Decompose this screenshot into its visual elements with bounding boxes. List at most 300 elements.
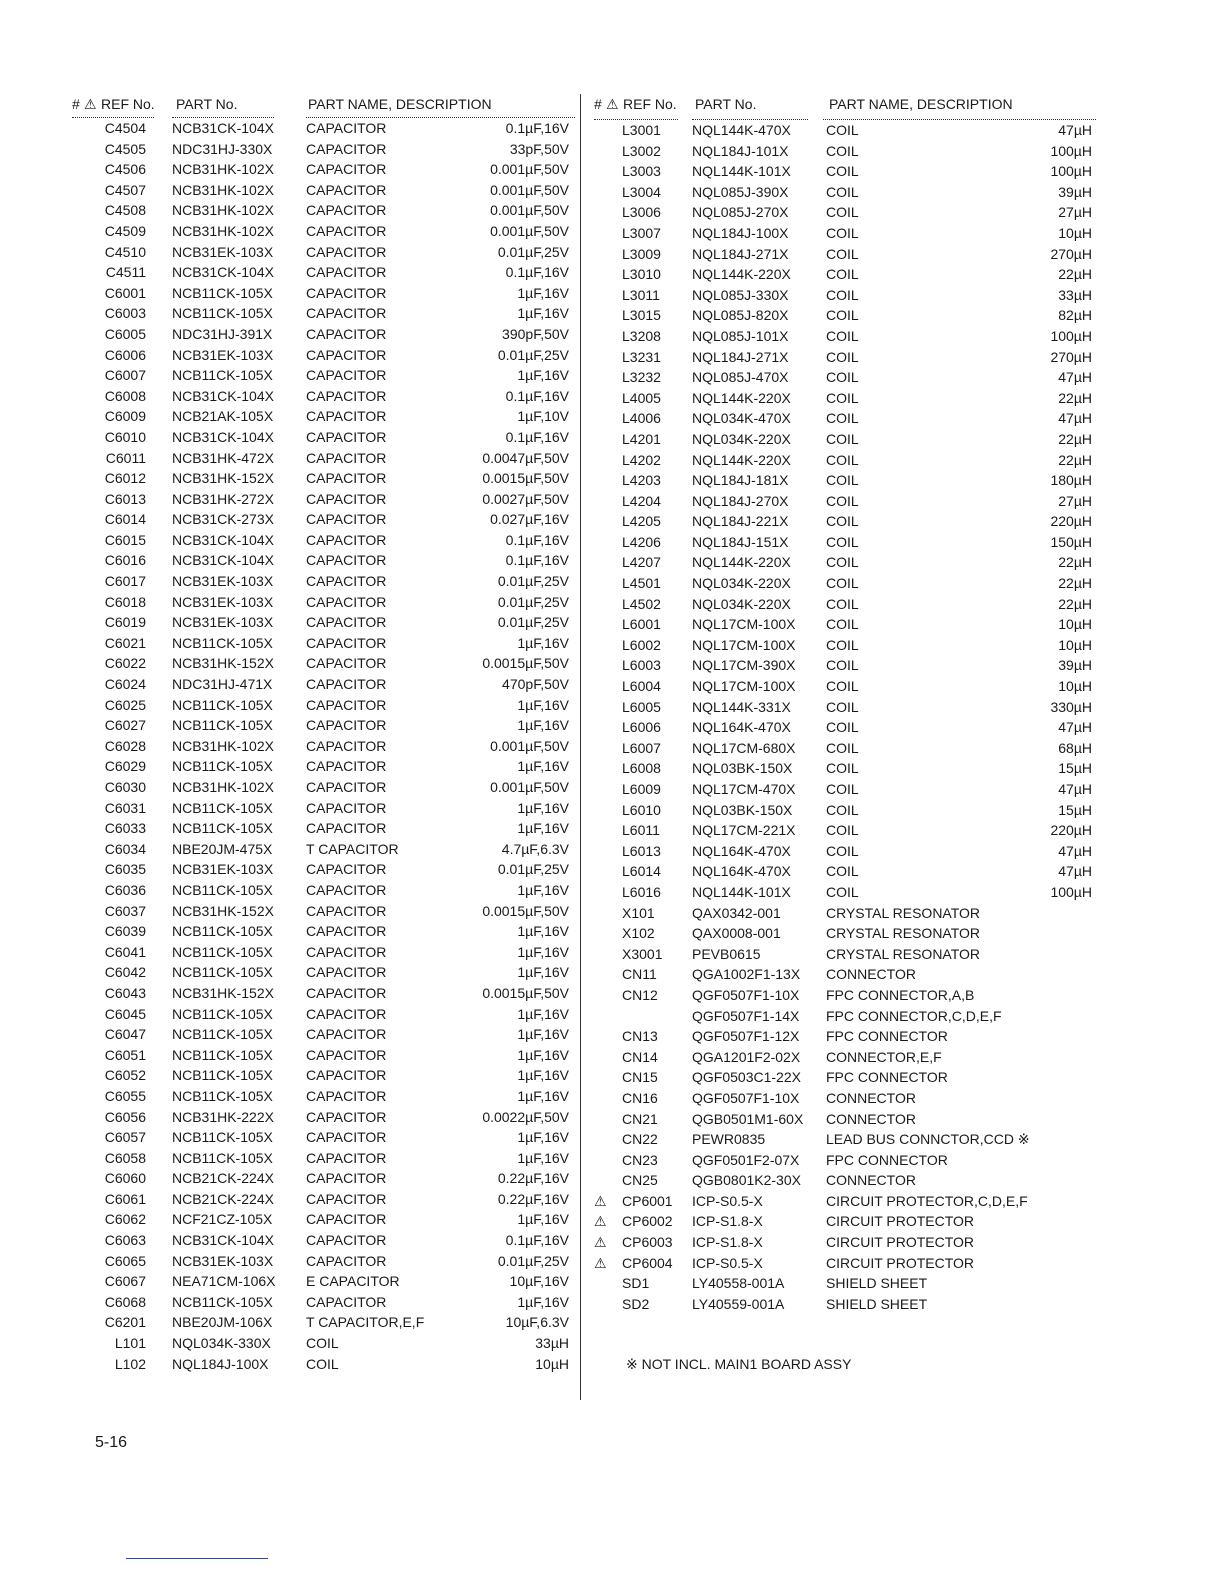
ref-no: SD1 <box>622 1275 650 1292</box>
warning-icon: ⚠ <box>594 1234 607 1251</box>
part-name: COIL <box>826 801 859 818</box>
ref-no: CN15 <box>622 1069 658 1086</box>
part-no: NQL085J-330X <box>692 286 789 303</box>
table-row <box>594 1006 1098 1027</box>
ref-no: L3015 <box>622 307 661 324</box>
table-row <box>72 859 575 880</box>
ref-no: L6011 <box>622 822 660 839</box>
page-number: 5-16 <box>95 1434 128 1451</box>
part-no: NQL034K-470X <box>692 410 791 427</box>
part-name: CAPACITOR <box>306 305 387 322</box>
part-no: NCB11CK-105X <box>172 1046 273 1063</box>
ref-no: L3010 <box>622 266 661 283</box>
table-row <box>72 324 575 345</box>
table-row <box>72 1251 575 1272</box>
part-name: COIL <box>826 657 859 674</box>
ref-no: C6015 <box>104 531 146 548</box>
part-no: ICP-S1.8-X <box>692 1213 763 1230</box>
part-value: 1µF,16V <box>517 284 569 301</box>
table-row <box>594 1273 1098 1294</box>
ref-no: L4005 <box>622 389 661 406</box>
part-no: NCB31EK-103X <box>172 1252 274 1269</box>
part-name: CAPACITOR <box>306 655 387 672</box>
part-name: FPC CONNECTOR,C,D,E,F <box>826 1007 1002 1024</box>
part-name: CAPACITOR <box>306 964 387 981</box>
part-no: NCF21CZ-105X <box>172 1211 273 1228</box>
part-no: NQL17CM-100X <box>692 636 796 653</box>
ref-no-header: REF No. <box>623 96 677 112</box>
ref-no: C6043 <box>104 984 146 1001</box>
part-value: 22µH <box>1058 595 1092 612</box>
ref-no: L4201 <box>622 430 661 447</box>
ref-no: L3009 <box>622 245 661 262</box>
right-parts-column <box>594 94 1098 1312</box>
part-name: CAPACITOR <box>306 408 387 425</box>
part-value: 22µH <box>1058 554 1092 571</box>
ref-no: CP6002 <box>622 1213 673 1230</box>
table-row <box>72 983 575 1004</box>
part-no: NQL184J-271X <box>692 348 789 365</box>
ref-no: C6056 <box>104 1108 146 1125</box>
part-name: CAPACITOR <box>306 1170 387 1187</box>
table-row <box>72 427 575 448</box>
table-row <box>594 450 1098 471</box>
ref-no: CP6003 <box>622 1234 673 1251</box>
ref-no: L4006 <box>622 410 661 427</box>
ref-no: L4202 <box>622 451 661 468</box>
part-no: NCB11CK-105X <box>172 1129 273 1146</box>
part-no: NCB31HK-102X <box>172 161 274 178</box>
part-name: CAPACITOR <box>306 1211 387 1228</box>
part-no: NDC31HJ-471X <box>172 676 273 693</box>
ref-no: C6012 <box>104 470 146 487</box>
part-name: CIRCUIT PROTECTOR <box>826 1234 975 1251</box>
part-no: NCB21AK-105X <box>172 408 274 425</box>
part-no: NCB31CK-273X <box>172 511 274 528</box>
part-value: 47µH <box>1058 369 1092 386</box>
part-value: 1µF,16V <box>517 305 569 322</box>
part-name: CRYSTAL RESONATOR <box>826 904 981 921</box>
part-no: NCB31HK-102X <box>172 181 274 198</box>
part-value: 33pF,50V <box>509 140 569 157</box>
part-value: 1µF,16V <box>517 1005 569 1022</box>
part-value: 27µH <box>1058 204 1092 221</box>
part-value: 270µH <box>1050 348 1092 365</box>
part-name: CAPACITOR <box>306 264 387 281</box>
part-value: 1µF,16V <box>517 881 569 898</box>
table-row <box>72 386 575 407</box>
part-name: CAPACITOR <box>306 140 387 157</box>
part-value: 1µF,16V <box>517 820 569 837</box>
part-no: NQL144K-470X <box>692 122 791 138</box>
table-row <box>594 1191 1098 1212</box>
part-value: 330µH <box>1050 698 1092 715</box>
ref-no: C6005 <box>104 325 146 342</box>
part-no: NCB31EK-103X <box>172 861 274 878</box>
table-row <box>72 1065 575 1086</box>
ref-no: C6011 <box>105 449 146 466</box>
part-no: NQL17CM-221X <box>692 822 796 839</box>
ref-no: L6004 <box>622 678 661 695</box>
part-name: COIL <box>306 1355 339 1372</box>
part-name: COIL <box>826 224 859 241</box>
table-row <box>594 1170 1098 1191</box>
part-name: CAPACITOR <box>306 1149 387 1166</box>
ref-no: C6051 <box>104 1046 146 1063</box>
part-name: CAPACITOR <box>306 1067 387 1084</box>
table-row <box>72 1230 575 1251</box>
table-row <box>72 365 575 386</box>
part-no: NQL184J-181X <box>692 472 789 489</box>
part-value: 47µH <box>1058 719 1092 736</box>
ref-no: L4502 <box>622 595 661 612</box>
table-row <box>594 882 1098 903</box>
table-row <box>72 1127 575 1148</box>
part-no: NCB11CK-105X <box>172 1067 273 1084</box>
part-name: CAPACITOR <box>306 737 387 754</box>
part-value: 10µF,16V <box>509 1273 569 1290</box>
ref-no: L3001 <box>622 122 661 138</box>
part-name: COIL <box>826 286 859 303</box>
table-row <box>594 738 1098 759</box>
part-no: NCB31CK-104X <box>172 264 274 281</box>
part-name: CAPACITOR <box>306 758 387 775</box>
part-value: 33µH <box>535 1335 569 1352</box>
table-row <box>594 388 1098 409</box>
part-no: NCB31CK-104X <box>172 387 274 404</box>
footnote: ※ NOT INCL. MAIN1 BOARD ASSY <box>626 1356 852 1372</box>
part-value: 0.01µF,25V <box>497 573 569 590</box>
table-row <box>594 141 1098 162</box>
part-no: NQL144K-220X <box>692 451 791 468</box>
part-value: 0.001µF,50V <box>490 161 569 178</box>
ref-no: C6030 <box>104 779 146 795</box>
ref-no: L6014 <box>622 863 661 880</box>
ref-no: L4207 <box>622 554 661 571</box>
ref-no: C6068 <box>104 1293 146 1310</box>
table-row <box>594 429 1098 450</box>
part-value: 1µF,16V <box>517 758 569 775</box>
left-parts-column <box>72 94 575 1374</box>
part-no: NCB11CK-105X <box>172 964 273 981</box>
table-row <box>594 264 1098 285</box>
table-row <box>594 161 1098 182</box>
part-name: COIL <box>826 863 859 880</box>
table-row <box>72 715 575 736</box>
table-row <box>72 1271 575 1292</box>
ref-no: L4205 <box>622 513 661 530</box>
part-no: NCB11CK-105X <box>172 284 273 301</box>
ref-no-header: REF No. <box>101 96 155 112</box>
part-name: CAPACITOR <box>306 1108 387 1125</box>
ref-no: CN22 <box>622 1131 658 1148</box>
part-value: 1µF,16V <box>517 1129 569 1146</box>
table-row <box>594 779 1098 800</box>
ref-no: C6035 <box>104 861 146 878</box>
table-row <box>72 180 575 201</box>
ref-no: C6009 <box>104 408 146 425</box>
part-name: COIL <box>826 698 859 715</box>
part-name: CAPACITOR <box>306 202 387 219</box>
ref-no: CN16 <box>622 1089 658 1106</box>
table-row <box>72 1333 575 1354</box>
part-name: CAPACITOR <box>306 346 387 363</box>
part-value: 10µF,6.3V <box>505 1314 569 1331</box>
part-value: 0.1µF,16V <box>505 387 569 404</box>
part-value: 22µH <box>1058 266 1092 283</box>
ref-no: CN25 <box>622 1172 658 1189</box>
part-no: NQL184J-101X <box>692 142 789 159</box>
part-name: CAPACITOR <box>306 1232 387 1249</box>
part-no: NCB11CK-105X <box>172 923 273 940</box>
part-name: T CAPACITOR,E,F <box>306 1314 425 1331</box>
part-value: 100µH <box>1050 163 1092 180</box>
part-no: NCB31EK-103X <box>172 346 274 363</box>
part-value: 470pF,50V <box>502 676 569 693</box>
part-name: CAPACITOR <box>306 799 387 816</box>
part-name: SHIELD SHEET <box>826 1275 928 1292</box>
part-no: NCB11CK-105X <box>172 1293 273 1310</box>
table-row <box>72 1086 575 1107</box>
part-no: NCB31HK-472X <box>172 449 274 466</box>
part-value: 390pF,50V <box>502 325 569 342</box>
ref-no: C6042 <box>104 964 146 981</box>
table-row <box>594 491 1098 512</box>
part-name: COIL <box>826 183 859 200</box>
part-no: NCB11CK-105X <box>172 1026 273 1043</box>
part-value: 1µF,16V <box>517 1026 569 1043</box>
part-name: CAPACITOR <box>306 1046 387 1063</box>
ref-no: C6001 <box>104 284 146 301</box>
part-no: NCB11CK-105X <box>172 634 273 651</box>
ref-no: C6045 <box>104 1005 146 1022</box>
part-name: COIL <box>826 122 859 138</box>
hash-header: # <box>72 96 80 112</box>
part-no: NDC31HJ-391X <box>172 325 273 342</box>
bottom-rule <box>126 1558 268 1559</box>
part-no: NQL03BK-150X <box>692 801 793 818</box>
part-name: CAPACITOR <box>306 325 387 342</box>
part-name: COIL <box>826 307 859 324</box>
part-name: CAPACITOR <box>306 676 387 693</box>
part-value: 10µH <box>1058 224 1092 241</box>
ref-no: C6003 <box>104 305 146 322</box>
part-value: 82µH <box>1058 307 1092 324</box>
part-value: 0.0015µF,50V <box>482 984 569 1001</box>
part-name: CAPACITOR <box>306 943 387 960</box>
table-row <box>594 285 1098 306</box>
part-no: PEVB0615 <box>692 945 761 962</box>
part-value: 100µH <box>1050 327 1092 344</box>
part-no: NCB11CK-105X <box>172 1149 273 1166</box>
table-row <box>72 880 575 901</box>
part-no: NBE20JM-106X <box>172 1314 273 1331</box>
table-row <box>594 635 1098 656</box>
table-row <box>72 756 575 777</box>
part-name: CAPACITOR <box>306 428 387 445</box>
part-name-header: PART NAME, DESCRIPTION <box>308 96 492 112</box>
part-name: COIL <box>826 163 859 180</box>
right-table-header <box>594 94 1098 118</box>
table-row <box>594 532 1098 553</box>
part-name: CRYSTAL RESONATOR <box>826 945 981 962</box>
part-name: CONNECTOR,E,F <box>826 1048 942 1065</box>
part-name: CAPACITOR <box>306 1293 387 1310</box>
ref-no: C6039 <box>104 923 146 940</box>
part-name: CRYSTAL RESONATOR <box>826 925 981 942</box>
part-name: CAPACITOR <box>306 1026 387 1043</box>
table-row <box>72 1107 575 1128</box>
ref-no: C6052 <box>104 1067 146 1084</box>
ref-no: C6033 <box>104 820 146 837</box>
table-row <box>72 139 575 160</box>
part-name: CAPACITOR <box>306 820 387 837</box>
table-row <box>72 942 575 963</box>
part-no: NCB31CK-104X <box>172 428 274 445</box>
table-row <box>72 777 575 798</box>
ref-no: C4511 <box>105 264 146 281</box>
part-name: CONNECTOR <box>826 966 916 983</box>
table-row <box>594 841 1098 862</box>
table-row <box>72 1148 575 1169</box>
part-value: 150µH <box>1050 533 1092 550</box>
ref-no: L4203 <box>622 472 661 489</box>
part-no: NQL17CM-680X <box>692 739 796 756</box>
warning-icon: ⚠ <box>594 1254 607 1271</box>
part-value: 100µH <box>1050 142 1092 159</box>
ref-no: CN14 <box>622 1048 658 1065</box>
table-row <box>72 592 575 613</box>
table-row <box>72 200 575 221</box>
table-row <box>594 1294 1098 1315</box>
table-row <box>594 1067 1098 1088</box>
part-value: 0.0027µF,50V <box>482 490 569 507</box>
part-no: NCB31EK-103X <box>172 593 274 610</box>
part-no: NCB31HK-152X <box>172 655 274 672</box>
table-row <box>72 550 575 571</box>
table-row <box>594 305 1098 326</box>
part-no: NQL034K-220X <box>692 575 791 592</box>
table-row <box>594 800 1098 821</box>
part-value: 0.1µF,16V <box>505 531 569 548</box>
part-value: 33µH <box>1058 286 1092 303</box>
table-row <box>72 159 575 180</box>
table-row <box>72 345 575 366</box>
ref-no: C6028 <box>104 737 146 754</box>
part-value: 1µF,16V <box>517 943 569 960</box>
ref-no: C6008 <box>104 387 146 404</box>
part-name: COIL <box>826 451 859 468</box>
part-no: NCB31HK-102X <box>172 222 274 239</box>
ref-no: C6027 <box>104 717 146 734</box>
table-row <box>594 717 1098 738</box>
part-name: CAPACITOR <box>306 552 387 569</box>
part-value: 0.1µF,16V <box>505 264 569 281</box>
part-name: COIL <box>826 369 859 386</box>
part-no: NQL085J-390X <box>692 183 789 200</box>
part-no: QGF0501F2-07X <box>692 1151 800 1168</box>
hash-header: # <box>594 96 602 112</box>
part-no: NQL034K-330X <box>172 1335 271 1352</box>
table-row <box>72 221 575 242</box>
part-value: 1µF,16V <box>517 634 569 651</box>
part-value: 1µF,16V <box>517 1211 569 1228</box>
part-no: NQL184J-271X <box>692 245 789 262</box>
part-name: CAPACITOR <box>306 614 387 631</box>
part-name: CONNECTOR <box>826 1172 916 1189</box>
part-value: 0.01µF,25V <box>497 346 569 363</box>
part-value: 0.1µF,16V <box>505 552 569 569</box>
part-name: COIL <box>826 327 859 344</box>
left-parts-list <box>72 118 575 1374</box>
ref-no: C6013 <box>104 490 146 507</box>
warning-icon: ⚠ <box>594 1192 607 1209</box>
warning-icon: ⚠ <box>606 96 619 112</box>
table-row <box>72 571 575 592</box>
ref-no: X3001 <box>622 945 663 962</box>
table-row <box>72 736 575 757</box>
part-name: CAPACITOR <box>306 573 387 590</box>
part-no: NCB31HK-152X <box>172 902 274 919</box>
part-no: NCB31CK-104X <box>172 531 274 548</box>
part-name: CAPACITOR <box>306 923 387 940</box>
ref-no: L6016 <box>622 883 661 900</box>
table-row <box>594 903 1098 924</box>
ref-no: L6008 <box>622 760 661 777</box>
table-row <box>594 552 1098 573</box>
ref-no: C6034 <box>104 840 146 857</box>
warning-icon: ⚠ <box>84 96 97 112</box>
part-name: COIL <box>826 142 859 159</box>
part-name: COIL <box>826 348 859 365</box>
part-no: PEWR0835 <box>692 1131 766 1148</box>
table-row <box>594 758 1098 779</box>
part-no: NCB11CK-105X <box>172 696 273 713</box>
part-name: CAPACITOR <box>306 511 387 528</box>
part-name: CAPACITOR <box>306 222 387 239</box>
part-no: NQL144K-220X <box>692 266 791 283</box>
part-value: 1µF,16V <box>517 717 569 734</box>
part-value: 0.0047µF,50V <box>482 449 569 466</box>
ref-no: C6018 <box>104 593 146 610</box>
part-no: NQL17CM-470X <box>692 781 796 797</box>
table-row <box>594 367 1098 388</box>
part-value: 0.01µF,25V <box>497 614 569 631</box>
part-no: NCB11CK-105X <box>172 305 273 322</box>
ref-no: C4510 <box>104 243 146 260</box>
table-row <box>594 408 1098 429</box>
part-value: 0.22µF,16V <box>497 1190 569 1207</box>
table-row <box>594 1088 1098 1109</box>
left-table-header <box>72 94 575 118</box>
part-name-header: PART NAME, DESCRIPTION <box>829 96 1013 112</box>
table-row <box>72 1189 575 1210</box>
part-no: NQL184J-270X <box>692 492 789 509</box>
column-divider <box>580 94 581 1400</box>
part-name: COIL <box>826 430 859 447</box>
table-row <box>72 921 575 942</box>
table-row <box>594 1253 1098 1274</box>
part-name: FPC CONNECTOR,A,B <box>826 986 975 1003</box>
ref-no: C6007 <box>104 367 146 384</box>
part-no: NQL144K-101X <box>692 883 791 900</box>
part-value: 1µF,16V <box>517 923 569 940</box>
ref-no: C6041 <box>104 943 146 960</box>
part-value: 22µH <box>1058 451 1092 468</box>
part-no: NQL164K-470X <box>692 842 791 859</box>
table-row <box>594 326 1098 347</box>
part-value: 0.01µF,25V <box>497 593 569 610</box>
